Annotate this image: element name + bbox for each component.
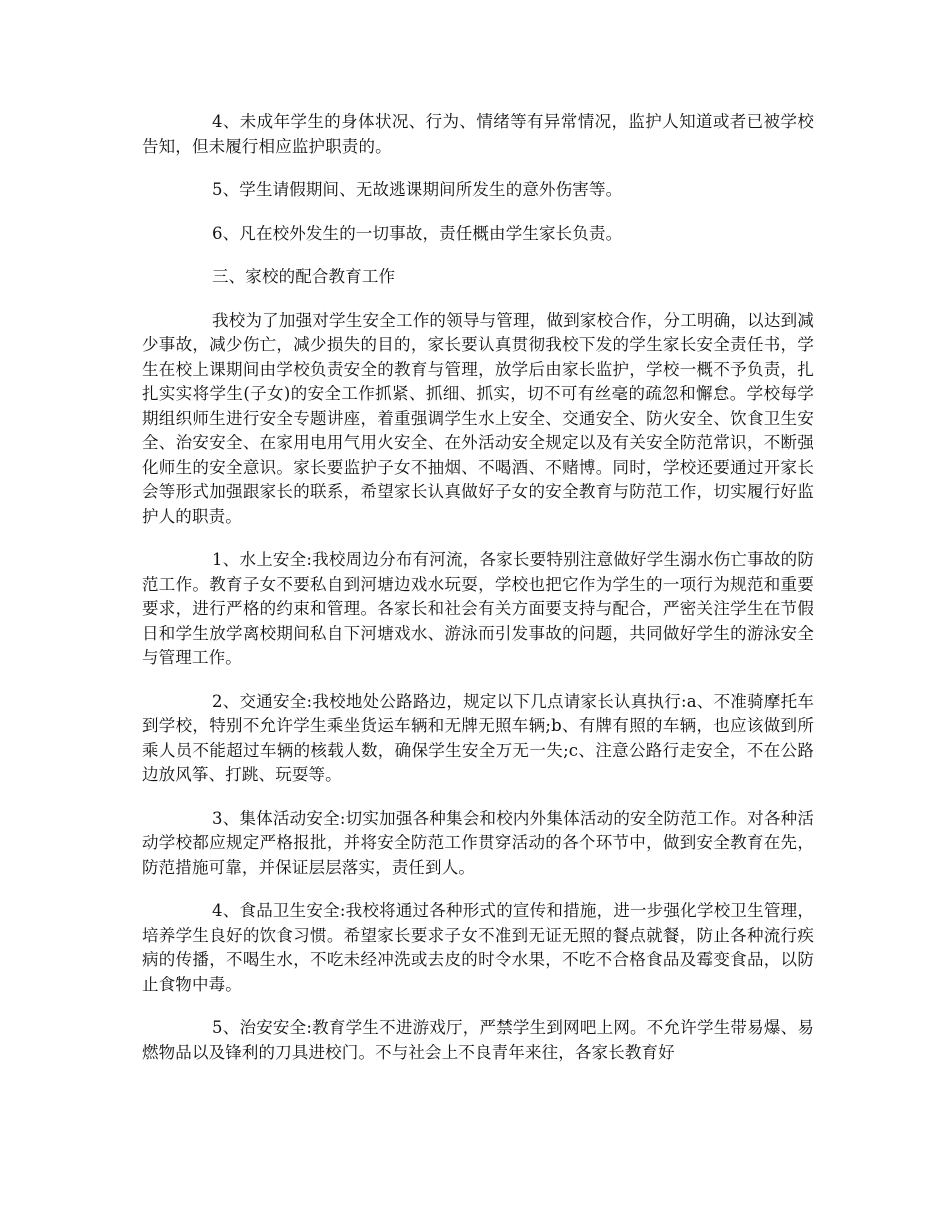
paragraph-traffic-safety: 2、交通安全:我校地处公路路边，规定以下几点请家长认真执行:a、不准骑摩托车到学校，特别不允许学生乘坐货运车辆和无牌无照车辆;b、有牌有照的车辆，也应该做到所乘人员不能超过车辆的核载人数，确保学生安全万无一失;c、注意公路行走安全，不在公路边放风筝、打跳、玩耍等。 — [142, 691, 814, 784]
paragraph-leave-truancy: 5、学生请假期间、无故逃课期间所发生的意外伤害等。 — [212, 180, 623, 199]
paragraph-group-activity-safety: 3、集体活动安全:切实加强各种集会和校内外集体活动的安全防范工作。对各种活动学校都应规定严格报批，并将安全防范工作贯穿活动的各个环节中，做到安全教育在先，防范措施可靠，并保证层层落实，责任到人。 — [142, 808, 814, 877]
section-heading-home-school: 三、家校的配合教育工作 — [212, 267, 396, 286]
paragraph-offcampus-liability: 6、凡在校外发生的一切事故，责任概由学生家长负责。 — [212, 223, 623, 243]
paragraph-guardian-duty: 4、未成年学生的身体状况、行为、情绪等有异常情况，监护人知道或者已被学校告知，但未履行相应监护职责的。 — [142, 112, 814, 156]
paragraph-home-school-cooperation: 我校为了加强对学生安全工作的领导与管理，做到家校合作，分工明确，以达到减少事故，减少伤亡，减少损失的目的，家长要认真贯彻我校下发的学生家长安全责任书，学生在校上课期间由学校负责安全的教育与管理，放学后由家长监护，学校一概不予负责，扎扎实实将学生(子女)的安全工作抓紧、抓细、抓实，切不可有丝毫的疏忽和懈怠。学校每学期组织师生进行安全专题讲座，着重强调学生水上安全、交通安全、防火安全、饮食卫生安全、治安安全、在家用电用气用火安全、在外活动安全规定以及有关安全防范常识，不断强化师生的安全意识。家长要监护子女不抽烟、不喝酒、不赌博。同时，学校还要通过开家长会等形式加强跟家长的联系，希望家长认真做好子女的安全教育与防范工作，切实履行好监护人的职责。 — [142, 310, 814, 526]
paragraph-water-safety: 1、水上安全:我校周边分布有河流，各家长要特别注意做好学生溺水伤亡事故的防范工作。教育子女不要私自到河塘边戏水玩耍，学校也把它作为学生的一项行为规范和重要要求，进行严格的约束和管理。各家长和社会有关方面要支持与配合，严密关注学生在节假日和学生放学离校期间私自下河塘戏水、游泳而引发事故的问题，共同做好学生的游泳安全与管理工作。 — [142, 550, 814, 667]
document-page — [142, 110, 814, 1084]
paragraph-food-safety: 4、食品卫生安全:我校将通过各种形式的宣传和措施，进一步强化学校卫生管理，培养学生良好的饮食习惯。希望家长要求子女不准到无证无照的餐点就餐，防止各种流行疾病的传播，不喝生水，不吃未经冲洗或去皮的时令水果，不吃不合格食品及霉变食品，以防止食物中毒。 — [142, 901, 814, 994]
paragraph-public-security: 5、治安安全:教育学生不进游戏厅，严禁学生到网吧上网。不允许学生带易爆、易燃物品以及锋利的刀具进校门。不与社会上不良青年来往，各家长教育好 — [142, 1018, 814, 1062]
